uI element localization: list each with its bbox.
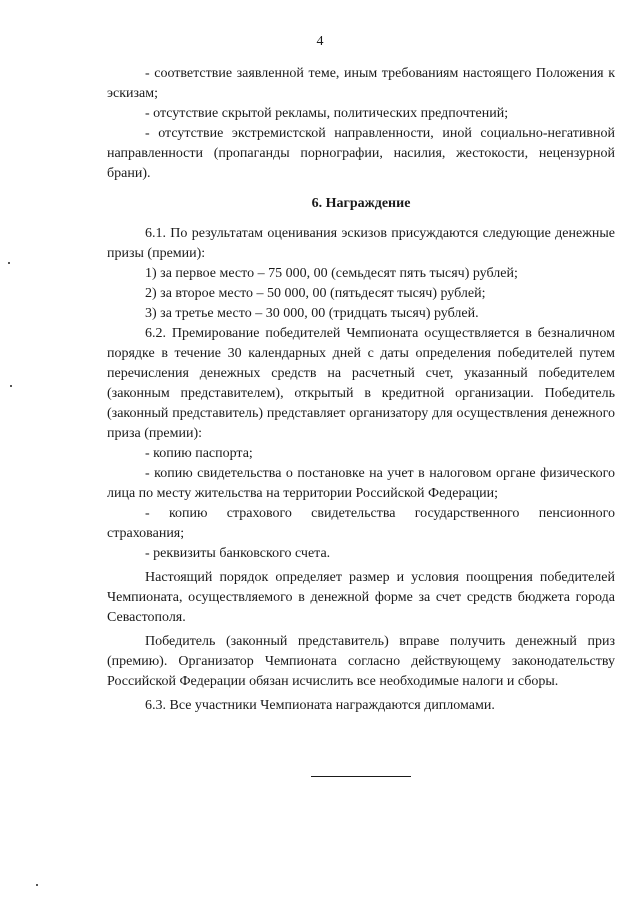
criteria-item: - отсутствие экстремистской направленности, иной социально-негативной направленности (пропаганды порнографии, насилия, жестокости, нецензурной брани). — [107, 126, 615, 181]
criteria-item: - отсутствие скрытой рекламы, политических предпочтений; — [145, 106, 509, 121]
paragraph-6-2: 6.2. Премирование победителей Чемпионата осуществляется в безналичном порядке в течение 30 календарных дней с даты определения победителей путем перечисления денежных средств на расчетный счет, указанный победителем (законным представителем), открытый в кредитной организации. Победитель (законный представитель) представляет организатору для осуществления денежного приза (премии): — [107, 326, 615, 441]
prize-item: 3) за третье место – 30 000, 00 (тридцать тысяч) рублей. — [145, 306, 479, 321]
scan-speck — [8, 262, 10, 264]
closing-rule — [311, 776, 411, 777]
document-body — [107, 64, 615, 716]
paragraph-winner: Победитель (законный представитель) вправе получить денежный приз (премию). Организатор Чемпионата согласно действующему законодательству Российской Федерации обязан исчислить все необходимые налоги и сборы. — [107, 634, 615, 689]
document-item: - копию паспорта; — [145, 446, 253, 461]
page-number: 4 — [316, 34, 324, 49]
prize-item: 2) за второе место – 50 000, 00 (пятьдесят тысяч) рублей; — [145, 286, 486, 301]
paragraph-order: Настоящий порядок определяет размер и условия поощрения победителей Чемпионата, осуществляемого в денежной форме за счет средств бюджета города Севастополя. — [107, 570, 615, 625]
document-item: - копию свидетельства о постановке на учет в налоговом органе физического лица по месту жительства на территории Российской Федерации; — [107, 466, 615, 501]
criteria-item: - соответствие заявленной теме, иным требованиям настоящего Положения к эскизам; — [107, 66, 615, 101]
paragraph-6-3: 6.3. Все участники Чемпионата награждаются дипломами. — [145, 698, 495, 713]
paragraph-6-1: 6.1. По результатам оценивания эскизов присуждаются следующие денежные призы (премии): — [107, 226, 615, 261]
document-item: - реквизиты банковского счета. — [145, 546, 331, 561]
document-item: - копию страхового свидетельства государственного пенсионного страхования; — [107, 506, 615, 541]
scan-speck — [36, 884, 38, 886]
prize-item: 1) за первое место – 75 000, 00 (семьдесят пять тысяч) рублей; — [145, 266, 518, 281]
section-heading: 6. Награждение — [311, 196, 411, 211]
scan-speck — [10, 385, 12, 387]
